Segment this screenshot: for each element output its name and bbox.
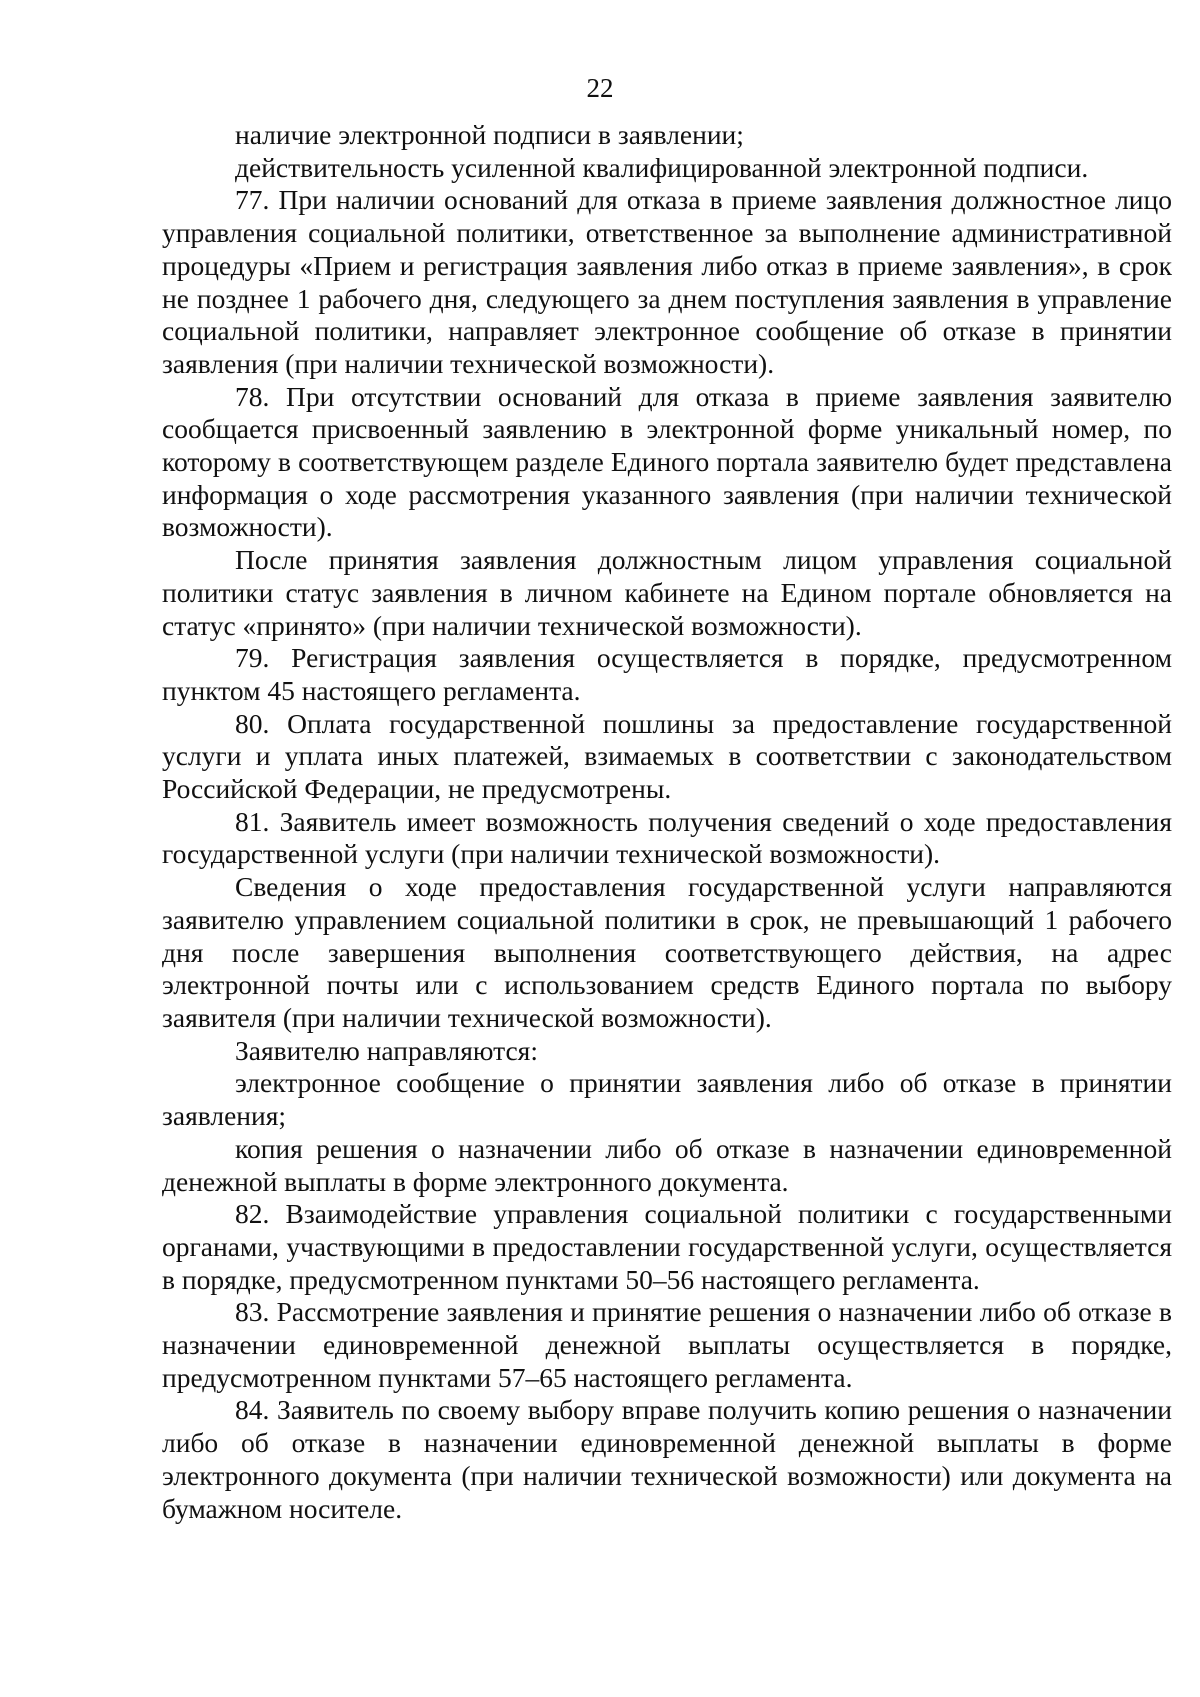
paragraph-84: 84. Заявитель по своему выбору вправе получить копию решения о назначении либо об отказе в назначении единовременной денежной выплаты в форме электронного документа (при наличии технической возможности) или документа на бумажном носителе. [162,1394,1172,1524]
paragraph: электронное сообщение о принятии заявления либо об отказе в принятии заявления; [162,1067,1172,1132]
paragraph-80: 80. Оплата государственной пошлины за предоставление государственной услуги и уплата иных платежей, взимаемых в соответствии с законодательством Российской Федерации, не предусмотрены. [162,707,1172,805]
document-body [162,119,1172,1525]
page-number: 22 [586,73,614,103]
paragraph: действительность усиленной квалифицированной электронной подписи. [235,151,1089,183]
paragraph-82: 82. Взаимодействие управления социальной политики с государственными органами, участвующими в предоставлении государственной услуги, осуществляется в порядке, предусмотренном пунктами 50–56 настоящего регламента. [162,1198,1172,1295]
paragraph-83: 83. Рассмотрение заявления и принятие решения о назначении либо об отказе в назначении единовременной денежной выплаты осуществляется в порядке, предусмотренном пунктами 57–65 настоящего регламента. [162,1296,1172,1393]
paragraph: наличие электронной подписи в заявлении; [235,119,744,150]
paragraph: Заявителю направляются: [235,1034,538,1066]
paragraph: копия решения о назначении либо об отказе в назначении единовременной денежной выплаты в форме электронного документа. [162,1132,1172,1197]
paragraph-81: 81. Заявитель имеет возможность получения сведений о ходе предоставления государственной услуги (при наличии технической возможности). [162,805,1172,870]
paragraph: После принятия заявления должностным лицом управления социальной политики статус заявления в личном кабинете на Едином портале обновляется на статус «принято» (при наличии технической возможности). [162,544,1172,641]
paragraph-79: 79. Регистрация заявления осуществляется в порядке, предусмотренном пунктом 45 настоящего регламента. [162,642,1172,706]
paragraph-78: 78. При отсутствии оснований для отказа в приеме заявления заявителю сообщается присвоенный заявлению в электронной форме уникальный номер, по которому в соответствующем разделе Единого портала заявителю будет представлена информация о ходе рассмотрения указанного заявления (при наличии технической возможности). [162,380,1172,543]
paragraph-77: 77. При наличии оснований для отказа в приеме заявления должностное лицо управления социальной политики, ответственное за выполнение административной процедуры «Прием и регистрация заявления либо отказ в приеме заявления», в срок не позднее 1 рабочего дня, следующего за днем поступления заявления в управление социальной политики, направляет электронное сообщение об отказе в принятии заявления (при наличии технической возможности). [162,184,1172,379]
paragraph: Сведения о ходе предоставления государственной услуги направляются заявителю управлением социальной политики в срок, не превышающий 1 рабочего дня после завершения выполнения соответствующего действия, на адрес электронной почты или с использованием средств Единого портала по выбору заявителя (при наличии технической возможности). [162,871,1172,1033]
